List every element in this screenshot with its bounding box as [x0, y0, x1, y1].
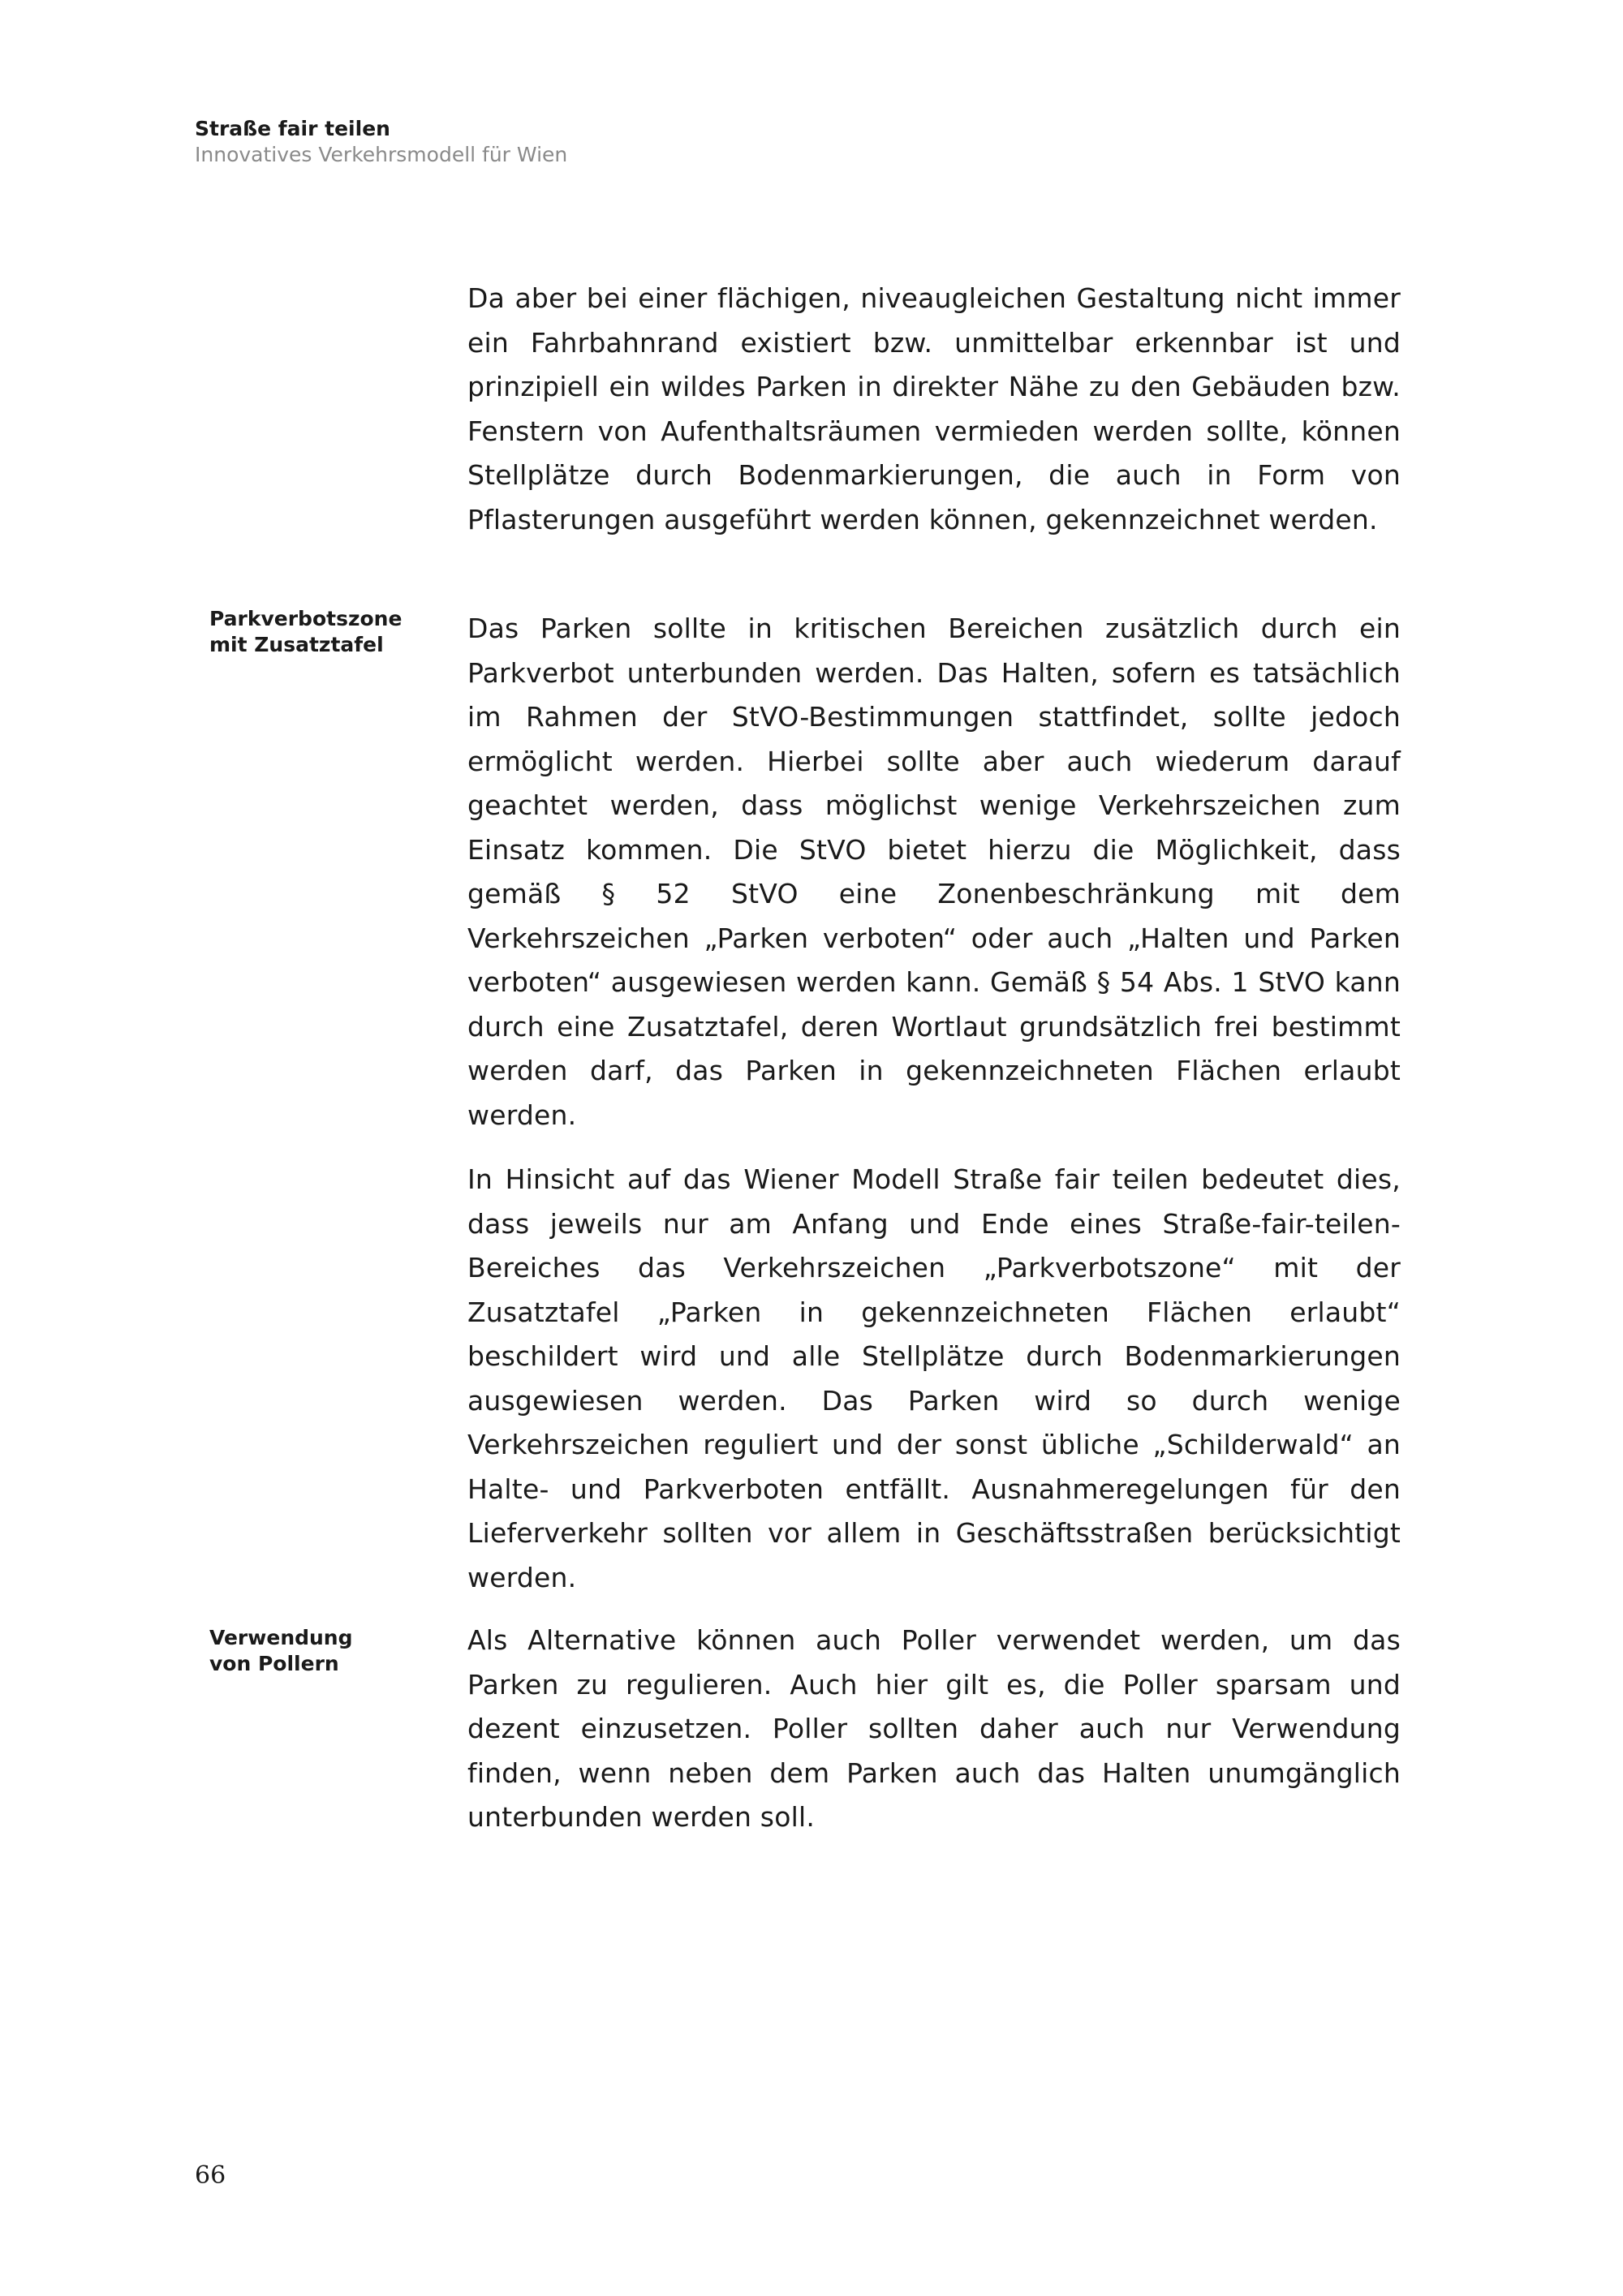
margin-note-parkverbotszone: Parkverbotszone mit Zusatztafel	[209, 607, 403, 656]
paragraph-wiener-modell: In Hinsicht auf das Wiener Modell Straße fair teilen bedeutet dies, dass jeweils nur am Anfang und Ende eines Straße-fair-teilen-Bereiches das Verkehrszeichen „Parkverbotszone“ mit der Zusatztafel „Parken in gekennzeichneten Flächen erlaubt“ beschildert wird und alle Stellplätze durch Bodenmarkierungen ausgewiesen werden. Das Parken wird so durch wenige Verkehrszeichen reguliert und der sonst übliche „Schilderwald“ an Halte- und Parkverboten entfällt. Ausnahmeregelungen für den Lieferverkehr sollten vor allem in Geschäftsstraßen berücksichtigt werden.	[467, 1163, 1401, 1593]
paragraph-stellplaetze: Da aber bei einer flächigen, niveaugleichen Gestaltung nicht immer ein Fahrbahnrand existiert bzw. unmittelbar erkennbar ist und prinzipiell ein wildes Parken in direkter Nähe zu den Gebäuden bzw. Fenstern von Aufenthaltsräumen vermieden werden sollte, können Stellplätze durch Bodenmarkierungen, die auch in Form von Pflasterungen ausgeführt werden können, gekennzeichnet werden.	[467, 282, 1401, 535]
running-header	[195, 116, 567, 168]
margin-note-poller: Verwendung von Pollern	[209, 1626, 353, 1675]
header-title: Straße fair teilen	[195, 117, 390, 140]
paragraph-parkverbot: Das Parken sollte in kritischen Bereichen zusätzlich durch ein Parkverbot unterbunden werden. Das Halten, sofern es tatsächlich im Rahmen der StVO-Bestimmungen stattfindet, sollte jedoch ermöglicht werden. Hierbei sollte aber auch wiederum darauf geachtet werden, dass möglichst wenige Verkehrszeichen zum Einsatz kommen. Die StVO bietet hierzu die Möglichkeit, dass gemäß § 52 StVO eine Zonenbeschränkung mit dem Verkehrszeichen „Parken verboten“ oder auch „Halten und Parken verboten“ ausgewiesen werden kann. Gemäß § 54 Abs. 1 StVO kann durch eine Zusatztafel, deren Wortlaut grundsätzlich frei bestimmt werden darf, das Parken in gekennzeichneten Flächen erlaubt werden.	[467, 613, 1401, 1131]
page-number: 66	[195, 2161, 226, 2190]
paragraph-poller: Als Alternative können auch Poller verwendet werden, um das Parken zu regulieren. Auch hier gilt es, die Poller sparsam und dezent einzusetzen. Poller sollten daher auch nur Verwendung finden, wenn neben dem Parken auch das Halten unumgänglich unterbunden werden soll.	[467, 1624, 1401, 1833]
header-subtitle: Innovatives Verkehrsmodell für Wien	[195, 143, 568, 166]
